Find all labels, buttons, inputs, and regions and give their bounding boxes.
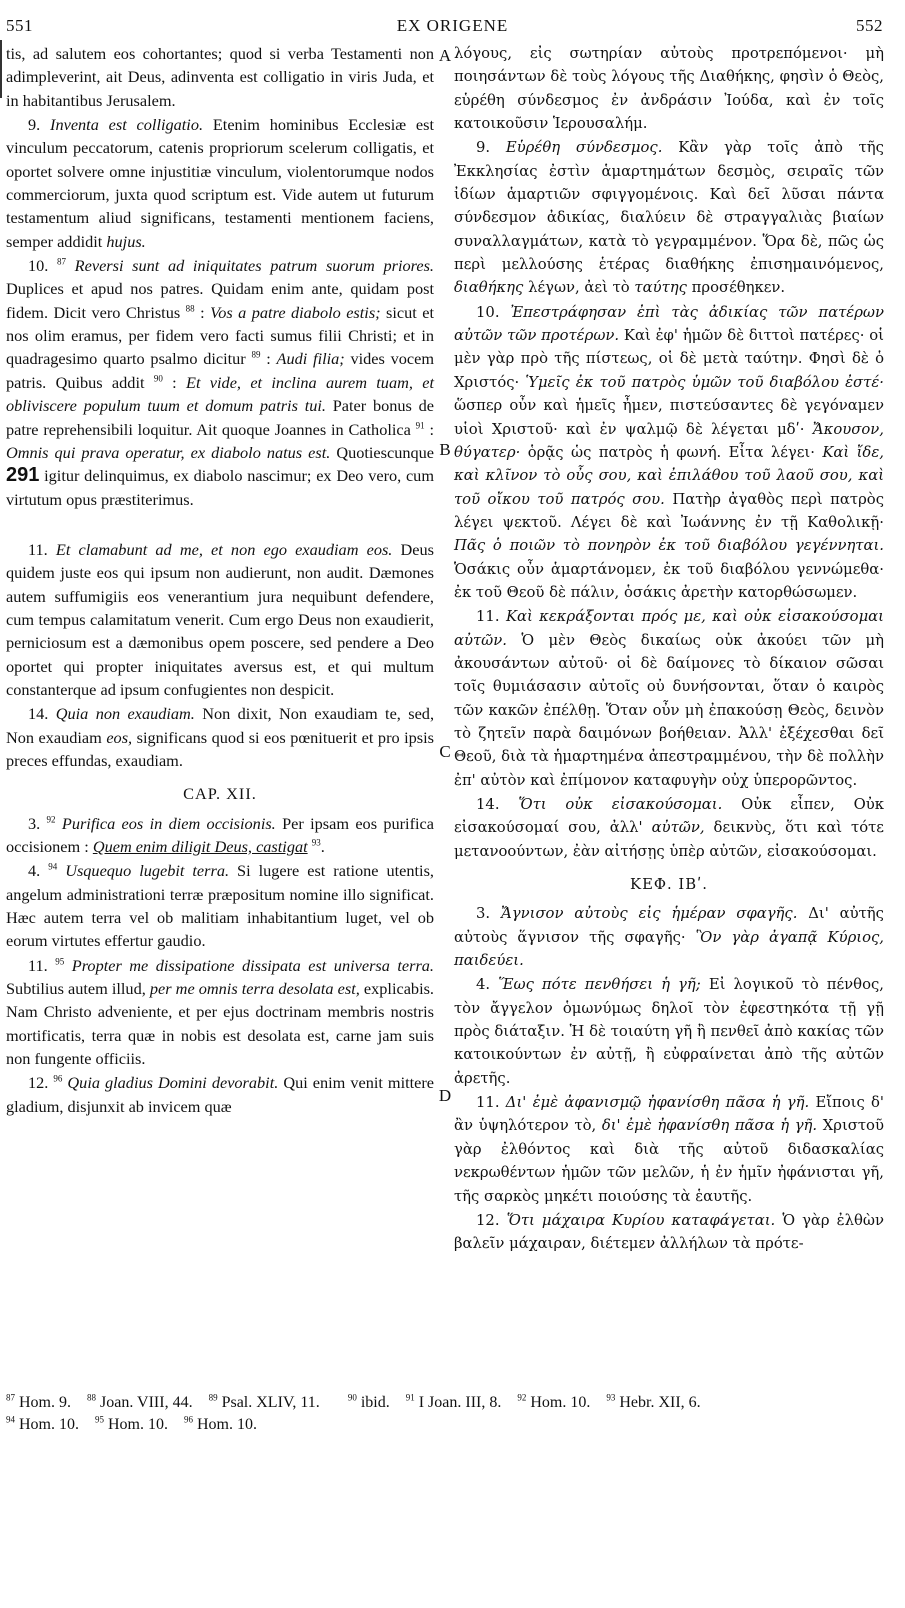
greek-paragraph-4: 4. Ἕως πότε πενθήσει ἡ γῆ; Εἰ λογικοῦ τὸ πένθος, τὸν ἄγγελον ὁμωνύμως δηλοῖ τὸν ἐφεστηκότα τῇ γῇ πρὸς διάταξιν. Ἡ δὲ τοιαύτη γῆ ἢ πενθεῖ ἀπὸ κακίας τῶν κατοικούντων ἐν αὐτῇ, ἢ εὐφραίνεται ἀπὸ τῆς αὐτῶν ἀρετῆς. — [454, 976, 884, 1087]
latin-paragraph-12: 12. $^{96}$ Quia gladius Domini devorabit. Qui enim venit mittere gladium, disjunxit ab invicem quæ — [6, 1073, 435, 1116]
footnote: Hom. 9. — [19, 1394, 71, 1411]
greek-paragraph-11b: 11. Δι' ἐμὲ ἀφανισμῷ ἠφανίσθη πᾶσα ἡ γῆ. Εἴποις δ' ἂν ὑψηλότερον τὸ, δι' ἐμὲ ἠφανίσθη πᾶσα ἡ γῆ. Χριστοῦ γὰρ ἐλθόντος καὶ διὰ τῆς αὐτοῦ διδασκαλίας νεκρωθέντων ἡμῶν τῶν μελῶν, ἡ ἐν ἡμῖν ἠφάνισται γῆ, τῆς σαρκὸς μηκέτι ποιούσης τὰ ἑαυτῆς. — [454, 1094, 884, 1205]
greek-paragraph-11: 11. Καὶ κεκράξονται πρός με, καὶ οὐκ εἰσακούσομαι αὐτῶν. Ὁ μὲν Θεὸς δικαίως οὐκ ἀκούει τῶν μὴ ἀκουσάντων αὐτοῦ· οἱ δὲ δαίμονες τὸ δίκαιον σῶσαι τοῖς θυμιάσασιν αὐτοῖς οὐ δυνήσονται, ὅταν ὁ καιρὸς τῶν κακῶν ἐπέλθῃ. Ὅταν οὖν μὴ ἐπακούσῃ Θεὸς, δεινὸν τὸ ζητεῖν παρὰ δαιμόνων βοήθειαν. Ἀλλ' ἐξέχεσθαι δεῖ Θεοῦ, διὰ τὰ ἡμαρτημένα ἀπεστραμμένου, τὴν δὲ πολλὴν ἐπ' αὐτὸν καὶ ἐπίμονον καταφυγὴν οὐχ ὑπερορῶντος. — [454, 608, 884, 789]
greek-paragraph-14: 14. Ὅτι οὐκ εἰσακούσομαι. Οὐκ εἶπεν, Οὐκ εἰσακούσομαί σου, ἀλλ' αὐτῶν, δεικνὺς, ὅτι καὶ τότε μετανοούντων, ἐὰν αἰτήσῃς ὑπὲρ αὐτῶν, εἰσακούσομαι. — [454, 796, 884, 860]
margin-marker-d: D — [438, 1086, 452, 1105]
margin-marker-b: B — [439, 440, 451, 459]
lemma: Et clamabunt ad me, et non ego exaudiam eos. — [55, 539, 393, 559]
latin-paragraph-14: 14. Quia non exaudiam. Non dixit, Non exaudiam te, sed, Non exaudiam eos, significans quod si eos pœnituerit et pro ipsis preces effundas, exaudiam. — [6, 704, 435, 770]
footnote: Psal. XLIV, 11. — [221, 1394, 320, 1411]
footnote: Joan. VIII, 44. — [100, 1394, 193, 1411]
footnote: I Joan. III, 8. — [418, 1394, 502, 1411]
latin-paragraph-4: 4. $^{94}$ Usquequo lugebit terra. Si lugere est ratione utentis, angelum administrationi terræ præpositum nomine illo significat. Hæc autem terra vel ob malitiam inhabitantium luget, vel ob eorum virtutes effertur gaudio. — [6, 861, 434, 951]
footnote-ref: 87 — [57, 256, 67, 267]
footnote-ref: 94 — [48, 861, 58, 872]
lemma: Ἐπεστράφησαν ἐπὶ τὰς ἀδικίας τῶν πατέρων αὐτῶν τῶν προτέρων. — [454, 303, 884, 345]
greek-paragraph-continued: λόγους, εἰς σωτηρίαν αὐτοὺς προτρεπόμενοι· μὴ ποιησάντων δὲ τοὺς λόγους τῆς Διαθήκης, φησὶν ὁ Θεὸς, εὑρέθη σύνδεσμος ἐν ἀνδράσιν Ἰούδα, καὶ ἐν τοῖς κατοικοῦσιν Ἱερουσαλήμ. — [454, 45, 884, 133]
margin-marker-a: A — [438, 46, 452, 65]
lemma: Εὑρέθη σύνδεσμος. — [505, 139, 663, 157]
greek-paragraph-12: 12. Ὅτι μάχαιρα Κυρίου καταφάγεται. Ὁ γὰρ ἐλθὼν βαλεῖν μάχαιραν, διέτεμεν ἀλλήλων τὰ πρότε- — [454, 1211, 884, 1253]
chapter-heading: CAP. XII. — [183, 784, 257, 804]
latin-paragraph-11: 11. Et clamabunt ad me, et non ego exaudiam eos. Deus quidem juste eos qui ipsum non audierunt, non audit. Dæmones autem suffumigiis eos venerantium jura nequibunt defendere, cum tempus calamitatum venerit. Cum ergo Deus non exaudierit, perniciosum est a dæmonibus opem poscere, sed pendere a Deo oportet qui propter iniquitates aversus est, et qui multum constanterque ad ipsum confugientes non despicit. — [6, 539, 434, 699]
latin-paragraph-continued: tis, ad salutem eos cohortantes; quod si verba Testamenti non adimpleverint, ait Deus, adinventa est colligatio in viris Juda, et in habitantibus Jerusalem. — [6, 44, 434, 110]
footnotes — [6, 1392, 886, 1436]
lemma: Ἄγνισον αὐτοὺς εἰς ἡμέραν σφαγῆς. — [500, 905, 798, 923]
footnote: Hebr. XII, 6. — [619, 1394, 701, 1411]
greek-column — [454, 42, 884, 1257]
lemma: Inventa est colligatio. — [50, 115, 204, 135]
lemma: Purifica eos in diem occisionis. — [61, 813, 276, 833]
latin-paragraph-10: 10. $^{87}$ Reversi sunt ad iniquitates patrum suorum priores. Duplices et apud nos patres. Quidam enim ante, quidam post fidem. Dicit vero Christus $^{88}$ : Vos a patre diabolo estis; sicut et nos olim eramus, per fidem vero facti sumus filii Christi; et in quadragesimo quarto psalmo dicitur $^{89}$ : Audi filia; vides vocem patris. Quibus addit $^{90}$ : Et vide, et inclina aurem tuam, et obliviscere populum tuum et domum patris tui. Pater bonus de patre reprehensibili loquitur. Ait quoque Joannes in Catholica $^{91}$ : Omnis qui prava operatur, ex diabolo natus est. Quotiescunque 291 igitur delinquimus, ex diabolo nascimur; ex Deo vero, cum virtutum opus præstiterimus. — [6, 256, 435, 509]
lemma: Usquequo lugebit terra. — [65, 861, 230, 881]
latin-paragraph-3: 3. $^{92}$ Purifica eos in diem occisionis. Per ipsam eos purifica occisionem : Quem enim diligit Deus, castigat $^{93}$. — [6, 813, 434, 856]
footnote-ref: 92 — [46, 814, 56, 825]
page-header — [0, 14, 905, 38]
lemma: Ἕως πότε πενθήσει ἡ γῆ; — [498, 976, 701, 994]
lemma: Quia gladius Domini devorabit. — [67, 1073, 279, 1093]
footnotes-line-1: $^{87}$ Hom. 9. $^{88}$ Joan. VIII, 44. $^{89}$ Psal. XLIV, 11. $^{90}$ ibid. $^{91}$ I Joan. III, 8. $^{92}$ Hom. 10. $^{93}$ Hebr. XII, 6. — [6, 1392, 701, 1411]
lemma: Propter me dissipatione dissipata est universa terra. — [71, 955, 434, 975]
footnote: Hom. 10. — [108, 1416, 168, 1433]
footnote-ref: 91 — [415, 420, 425, 431]
margin-marker-c: C — [439, 742, 451, 761]
lemma: Reversi sunt ad iniquitates patrum suorum priores. — [74, 256, 434, 276]
lemma: Δι' ἐμὲ ἀφανισμῷ ἠφανίσθη πᾶσα ἡ γῆ. — [505, 1094, 810, 1112]
running-title: EX ORIGENE — [396, 16, 509, 35]
footnote-ref: 93 — [311, 837, 321, 848]
column-number: 291 — [6, 464, 40, 487]
footnote-ref: 90 — [153, 373, 163, 384]
greek-paragraph-9: 9. Εὑρέθη σύνδεσμος. Κἂν γὰρ τοῖς ἀπὸ τῆς Ἐκκλησίας ἐστὶν ἁμαρτημάτων δεσμὸς, σειραῖς τῶν ἰδίων ἁμαρτιῶν σφιγγομένοις. Καὶ δεῖ λῦσαι πάντα σύνδεσμον ἀδικίας, διαλύειν δὲ στραγγαλιὰς βιαίων συναλλαγμάτων, κατὰ τὸ γεγραμμένον. Ὅρα δὲ, πῶς ὡς περὶ μελλούσης ἑτέρας διαθήκης ἐπισημαινόμενος, διαθήκης λέγων, ἀεὶ τὸ ταύτης προσέθηκεν. — [454, 139, 884, 297]
page-edge-rule — [0, 40, 2, 98]
footnote-ref: 95 — [55, 956, 65, 967]
footnote: Hom. 10. — [197, 1416, 257, 1433]
footnote: ibid. — [360, 1394, 390, 1411]
lemma: Καὶ κεκράξονται πρός με, καὶ οὐκ εἰσακούσομαι αὐτῶν. — [454, 608, 884, 649]
latin-paragraph-9: 9. Inventa est colligatio. Etenim hominibus Ecclesiæ est vinculum peccatorum, catenis propriorum scelerum colligatis, et oportet solvere omne injustitiæ vinculum, violentorumque nodos commerciorum, juxta quod scriptum est. Vide autem ut futurum testamentum aliud significans, testamenti mentionem faciens, semper addidit hujus. — [6, 115, 435, 251]
footnote: Hom. 10. — [530, 1394, 591, 1411]
footnote-ref: 96 — [53, 1074, 63, 1085]
latin-paragraph-11b: 11. $^{95}$ Propter me dissipatione dissipata est universa terra. Subtilius autem illud, per me omnis terra desolata est, explicabis. Nam Christo adveniente, et per ejus doctrinam membris nostris mortificatis, terra quæ in nobis est desolata est, carne jam suis non fungente officiis. — [6, 955, 434, 1069]
footnote-ref: 89 — [251, 350, 261, 361]
greek-paragraph-10: 10. Ἐπεστράφησαν ἐπὶ τὰς ἀδικίας τῶν πατέρων αὐτῶν τῶν προτέρων. Καὶ ἐφ' ἡμῶν δὲ διττοὶ πατέρες· οἱ μὲν γὰρ πρὸ τῆς πίστεως, οἱ δὲ μετὰ ταύτην. Φησὶ δὲ ὁ Χριστός· Ὑμεῖς ἐκ τοῦ πατρὸς ὑμῶν τοῦ διαβόλου ἐστέ· ὥσπερ οὖν καὶ ἡμεῖς ἦμεν, πιστεύσαντες δὲ γεγόναμεν υἱοὶ Χριστοῦ· καὶ ἐν ψαλμῷ δὲ λέγεται μδʹ· Ἄκουσον, θύγατερ· ὁρᾷς ὡς πατρὸς ἡ φωνή. Εἶτα λέγει· Καὶ ἴδε, καὶ κλῖνον τὸ οὖς σου, καὶ ἐπιλάθου τοῦ λαοῦ σου, καὶ τοῦ οἴκου τοῦ πατρός σου. Πατὴρ ἀγαθὸς περὶ πατρὸς λέγει ψεκτοῦ. Λέγει δὲ καὶ Ἰωάννης ἐν τῇ Καθολικῇ· Πᾶς ὁ ποιῶν τὸ πονηρὸν ἐκ τοῦ διαβόλου γεγέννηται. Ὁσάκις οὖν ἁμαρτάνομεν, ἐκ τοῦ διαβόλου γεννώμεθα· ἐκ τοῦ Θεοῦ δὲ πάλιν, ὁσάκις ἀρετὴν κατορθώσωμεν. — [454, 303, 884, 601]
page-number-left: 551 — [6, 16, 33, 35]
footnotes-line-2: $^{94}$ Hom. 10. $^{95}$ Hom. 10. $^{96}$ Hom. 10. — [6, 1414, 257, 1433]
footnote-ref: 88 — [185, 303, 195, 314]
chapter-heading-greek: ΚΕΦ. ΙΒʹ. — [630, 876, 708, 894]
page-number-right: 552 — [856, 16, 883, 35]
greek-paragraph-3: 3. Ἄγνισον αὐτοὺς εἰς ἡμέραν σφαγῆς. Δι' αὐτῆς αὐτοὺς ἅγνισον τῆς σφαγῆς· Ὃν γὰρ ἀγαπᾷ Κύριος, παιδεύει. — [454, 905, 884, 970]
lemma: Ὅτι μάχαιρα Κυρίου καταφάγεται. — [506, 1211, 776, 1229]
lemma: Ὅτι οὐκ εἰσακούσομαι. — [518, 796, 723, 813]
lemma: Quia non exaudiam. — [55, 704, 195, 724]
latin-column — [6, 42, 434, 1119]
footnote: Hom. 10. — [19, 1416, 79, 1433]
